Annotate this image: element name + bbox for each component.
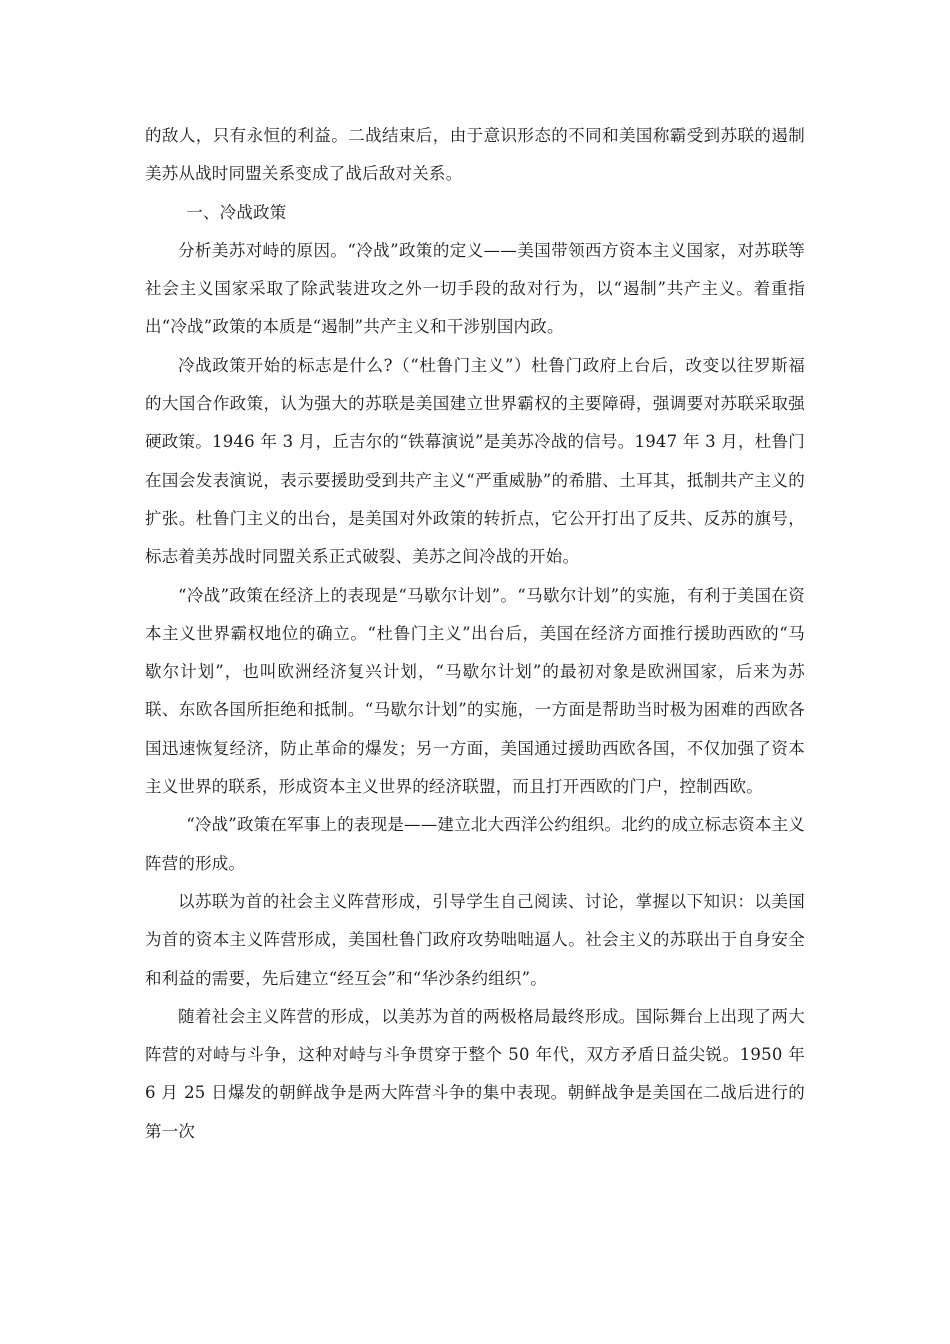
- paragraph-bipolar-pattern: 随着社会主义阵营的形成，以美苏为首的两极格局最终形成。国际舞台上出现了两大阵营的对峙与斗争，这种对峙与斗争贯穿于整个 50 年代，双方矛盾日益尖锐。1950 年 6 月 25 日爆发的朝鲜战争是两大阵营斗争的集中表现。朝鲜战争是美国在二战后进行的第一次: [145, 1006, 805, 1141]
- section-heading: 一、冷战政策: [186, 202, 287, 222]
- paragraph-cold-war-definition: 分析美苏对峙的原因。“冷战”政策的定义——美国带领西方资本主义国家，对苏联等社会主义国家采取了除武装进攻之外一切手段的敌对行为，以“遏制”共产主义。着重指出“冷战”政策的本质是“遏制”共产主义和干涉别国内政。: [145, 240, 805, 337]
- paragraph-marshall-plan: “冷战”政策在经济上的表现是“马歇尔计划”。“马歇尔计划”的实施，有利于美国在资本主义世界霸权地位的确立。“杜鲁门主义”出台后，美国在经济方面推行援助西欧的“马歇尔计划”，也叫欧洲经济复兴计划，“马歇尔计划”的最初对象是欧洲国家，后来为苏联、东欧各国所拒绝和抵制。“马歇尔计划”的实施，一方面是帮助当时极为困难的西欧各国迅速恢复经济，防止革命的爆发；另一方面，美国通过援助西欧各国，不仅加强了资本主义世界的联系，形成资本主义世界的经济联盟，而且打开西欧的门户，控制西欧。: [145, 585, 805, 797]
- paragraph-continuation: 的敌人，只有永恒的利益。二战结束后，由于意识形态的不同和美国称霸受到苏联的遏制美苏从战时同盟关系变成了战后敌对关系。: [145, 126, 805, 184]
- paragraph-truman-doctrine: 冷战政策开始的标志是什么?（“杜鲁门主义”）杜鲁门政府上台后，改变以往罗斯福的大国合作政策，认为强大的苏联是美国建立世界霸权的主要障碍，强调要对苏联采取强硬政策。1946 年 3 月，丘吉尔的“铁幕演说”是美苏冷战的信号。1947 年 3 月，杜鲁门在国会发表演说，表示要援助受到共产主义“严重威胁”的希腊、土耳其，抵制共产主义的扩张。杜鲁门主义的出台，是美国对外政策的转折点，它公开打出了反共、反苏的旗号，标志着美苏战时同盟关系正式破裂、美苏之间冷战的开始。: [145, 355, 805, 567]
- paragraph-nato: “冷战”政策在军事上的表现是——建立北大西洋公约组织。北约的成立标志资本主义阵营的形成。: [145, 815, 805, 873]
- document-body: [145, 117, 805, 1151]
- paragraph-socialist-camp: 以苏联为首的社会主义阵营形成，引导学生自己阅读、讨论，掌握以下知识：以美国为首的资本主义阵营形成，美国杜鲁门政府攻势咄咄逼人。社会主义的苏联出于自身安全和利益的需要，先后建立“经互会”和“华沙条约组织”。: [145, 891, 805, 988]
